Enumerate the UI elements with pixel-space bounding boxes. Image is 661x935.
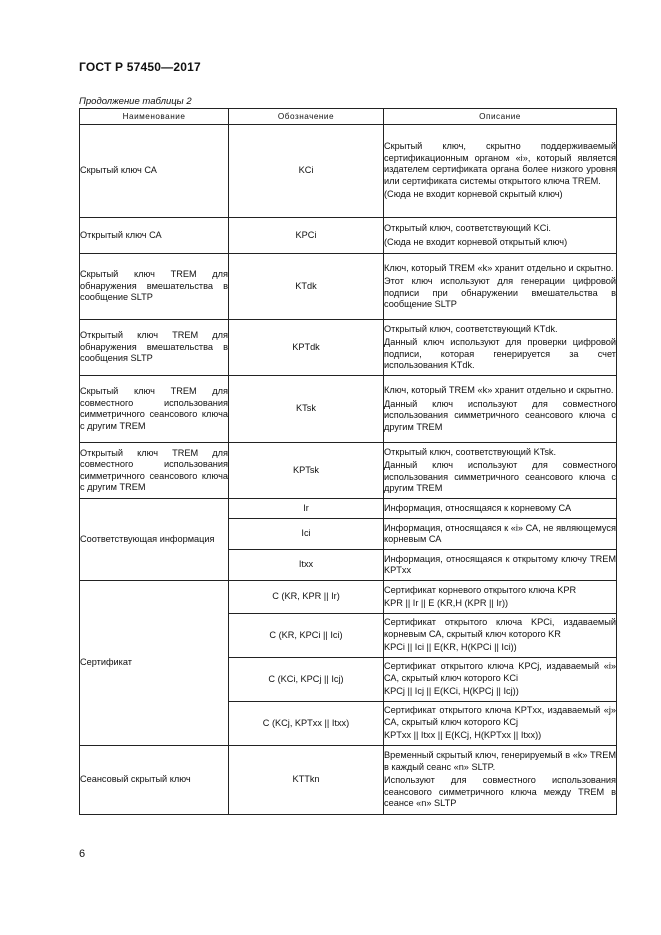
table-row <box>80 320 617 376</box>
description-formula: KPCi || Ici || E(KR, H(KPCi || Ici)) <box>384 642 517 653</box>
row-symbol: KTdk <box>229 254 384 320</box>
table-row <box>80 218 617 254</box>
description-paragraph: Сертификат открытого ключа KPCi, издаваемый корневым СА, скрытый ключ которого KR <box>384 617 616 639</box>
row-description <box>384 443 617 499</box>
description-paragraph: Информация, относящаяся к открытому ключу TREM KPTxx <box>384 553 616 575</box>
row-name: Открытый ключ TREM для совместного использования симметричного сеансового ключа с другим TREM <box>80 443 229 499</box>
row-name: Скрытый ключ TREM для совместного использования симметричного сеансового ключа с другим TREM <box>80 376 229 443</box>
description-paragraph: Этот ключ используют для генерации цифровой подписи при обнаружении вмешательства в сообщение SLTP <box>384 276 616 309</box>
row-symbol: C (KCi, KPCj || Icj) <box>229 658 384 702</box>
description-paragraph: Сертификат открытого ключа KPCj, издаваемый «i» СА, скрытый ключ которого KCi <box>384 661 616 683</box>
row-description <box>384 746 617 815</box>
description-paragraph: Открытый ключ, соответствующий KCi. <box>384 223 551 233</box>
row-symbol: Itxx <box>229 550 384 581</box>
row-symbol: KPCi <box>229 218 384 254</box>
terms-table <box>79 108 617 815</box>
row-name: Открытый ключ TREM для обнаружения вмешательства в сообщения SLTP <box>80 320 229 376</box>
group-name-certificate: Сертификат <box>80 581 229 746</box>
table-row <box>80 376 617 443</box>
page-number: 6 <box>79 848 86 860</box>
table-header-row <box>80 109 617 125</box>
description-paragraph: Данный ключ используют для совместного использования симметричного сеансового ключа с другим TREM <box>384 398 616 432</box>
description-paragraph: Сертификат открытого ключа KPTxx, издаваемый «j» СА, скрытый ключ которого KCj <box>384 705 616 727</box>
column-header-symbol: Обозначение <box>229 109 384 125</box>
row-name: Сеансовый скрытый ключ <box>80 746 229 815</box>
description-paragraph: Временный скрытый ключ, генерируемый в «k» TREM в каждый сеанс «n» SLTP. <box>384 750 616 772</box>
description-paragraph: Открытый ключ, соответствующий KTdk. <box>384 323 558 334</box>
row-symbol: C (KR, KPR || Ir) <box>229 581 384 614</box>
description-paragraph: Используют для совместного использования сеансового симметричного ключа между TREM в сеансе «n» SLTP <box>384 775 616 809</box>
description-paragraph: Данный ключ используют для проверки цифровой подписи, которая генерируется за счет использования KTdk. <box>384 337 616 370</box>
row-description <box>384 125 617 218</box>
row-description <box>384 581 617 614</box>
row-symbol: KTsk <box>229 376 384 443</box>
row-symbol: C (KR, KPCi || Ici) <box>229 614 384 658</box>
table-row <box>80 443 617 499</box>
group-name-info: Соответствующая информация <box>80 499 229 581</box>
description-paragraph: Ключ, который TREM «k» хранит отдельно и скрытно. <box>384 262 614 273</box>
description-paragraph: Ключ, который TREM «k» хранит отдельно и скрытно. <box>384 385 614 395</box>
table-row <box>80 581 617 614</box>
description-paragraph: Скрытый ключ, скрытно поддерживаемый сертификационным органом «i», который является издателем сертификата органа более низкого уровня или сертификата системы открытого ключа TREM. <box>384 141 616 186</box>
table-row <box>80 125 617 218</box>
row-symbol: KPTdk <box>229 320 384 376</box>
column-header-name: Наименование <box>80 109 229 125</box>
row-description <box>384 218 617 254</box>
description-paragraph: Данный ключ используют для совместного использования симметричного сеансового ключа с другим TREM <box>384 460 616 493</box>
table-caption: Продолжение таблицы 2 <box>79 96 192 107</box>
row-description <box>384 499 617 519</box>
table-row <box>80 499 617 519</box>
document-code: ГОСТ Р 57450—2017 <box>79 60 201 74</box>
row-symbol: C (KCj, KPTxx || Itxx) <box>229 702 384 746</box>
row-name: Открытый ключ СА <box>80 218 229 254</box>
row-description <box>384 320 617 376</box>
row-description <box>384 254 617 320</box>
description-note: (Сюда не входит корневой открытый ключ) <box>384 236 568 247</box>
row-description <box>384 550 617 581</box>
row-name: Скрытый ключ СА <box>80 125 229 218</box>
table-row <box>80 746 617 815</box>
description-formula: KPCj || Icj || E(KCi, H(KPCj || Icj)) <box>384 686 519 697</box>
row-description <box>384 519 617 550</box>
row-description <box>384 376 617 443</box>
row-symbol: Ici <box>229 519 384 550</box>
description-paragraph: Открытый ключ, соответствующий KTsk. <box>384 446 557 457</box>
row-symbol: KTTkn <box>229 746 384 815</box>
row-description <box>384 702 617 746</box>
description-formula: KPR || Ir || E (KR,H (KPR || Ir)) <box>384 598 509 608</box>
row-symbol: KPTsk <box>229 443 384 499</box>
description-paragraph: Информация, относящаяся к «i» СА, не являющемуся корневым СА <box>384 522 616 544</box>
description-formula: KPTxx || Itxx || E(KCj, H(KPTxx || Itxx)) <box>384 730 542 741</box>
description-paragraph: Информация, относящаяся к корневому СА <box>384 502 572 513</box>
description-note: (Сюда не входит корневой скрытый ключ) <box>384 189 563 200</box>
table-row <box>80 254 617 320</box>
row-symbol: Ir <box>229 499 384 519</box>
row-description <box>384 658 617 702</box>
description-paragraph: Сертификат корневого открытого ключа KPR <box>384 584 577 595</box>
row-description <box>384 614 617 658</box>
row-name: Скрытый ключ TREM для обнаружения вмешательства в сообщение SLTP <box>80 254 229 320</box>
column-header-description: Описание <box>384 109 617 125</box>
row-symbol: KCi <box>229 125 384 218</box>
